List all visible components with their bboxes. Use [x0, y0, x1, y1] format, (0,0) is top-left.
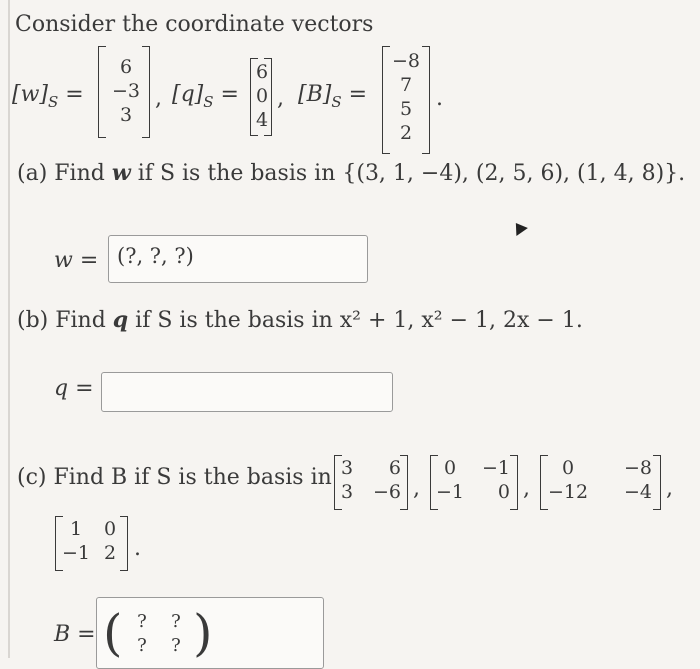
part-c-answer-label: B = — [54, 622, 96, 647]
answer-right-paren: ) — [193, 604, 213, 662]
matrix-1-col-1: 3 3 — [340, 457, 354, 503]
matrix-2-right-bracket — [510, 455, 518, 510]
q-vector-right-bracket — [264, 58, 272, 136]
q-vector: 6 0 4 — [255, 61, 269, 131]
B-vector: −8 7 5 2 — [391, 50, 420, 144]
part-c-answer-col-2: ? ? — [171, 611, 181, 656]
part-a-answer-field[interactable] — [108, 235, 368, 283]
B-coord-label: $[B]_S$ = — [298, 82, 368, 111]
part-a-answer-value: (?, ?, ?) — [117, 244, 194, 268]
matrix-4-col-2: 0 2 — [103, 518, 117, 564]
comma: , — [155, 86, 162, 111]
part-a-question: (a) Find w if S is the basis in {(3, 1, −4), (2, 5, 6), (1, 4, 8)}. — [17, 160, 686, 186]
matrix-1-right-bracket — [400, 455, 408, 510]
period: . — [134, 536, 141, 561]
w-vector: 6 −3 3 — [111, 56, 140, 126]
matrix-1-col-2: 6 −6 — [372, 457, 401, 503]
period: . — [436, 86, 443, 111]
w-vector-right-bracket — [142, 46, 150, 138]
part-b-answer-label: q = — [54, 376, 94, 401]
intro-text: Consider the coordinate vectors — [15, 12, 374, 37]
comma: , — [413, 476, 420, 501]
matrix-3-col-1: 0 −12 — [547, 457, 589, 503]
matrix-2-col-2: −1 0 — [481, 457, 510, 503]
part-c-question: (c) Find B if S is the basis in — [17, 465, 332, 490]
comma: , — [277, 86, 284, 111]
matrix-3-right-bracket — [653, 455, 661, 510]
part-a-answer-label: w = — [54, 248, 99, 273]
matrix-4-col-1: 1 −1 — [61, 518, 90, 564]
page-left-edge — [8, 0, 10, 658]
matrix-4-right-bracket — [120, 516, 128, 571]
comma: , — [666, 476, 673, 501]
B-vector-right-bracket — [422, 46, 430, 154]
w-coord-label: $[w]_S$ = — [12, 82, 84, 111]
part-c-answer-field[interactable] — [96, 597, 324, 669]
q-coord-label: $[q]_S$ = — [172, 82, 239, 111]
part-c-answer-col-1: ? ? — [137, 611, 147, 656]
comma: , — [523, 476, 530, 501]
part-b-answer-field[interactable] — [101, 372, 393, 412]
mouse-cursor-icon — [510, 219, 528, 236]
matrix-3-col-2: −8 −4 — [623, 457, 652, 503]
answer-left-paren: ( — [103, 604, 123, 662]
matrix-2-col-1: 0 −1 — [436, 457, 465, 503]
part-b-question: (b) Find q if S is the basis in x² + 1, x² − 1, 2x − 1. — [17, 307, 583, 333]
